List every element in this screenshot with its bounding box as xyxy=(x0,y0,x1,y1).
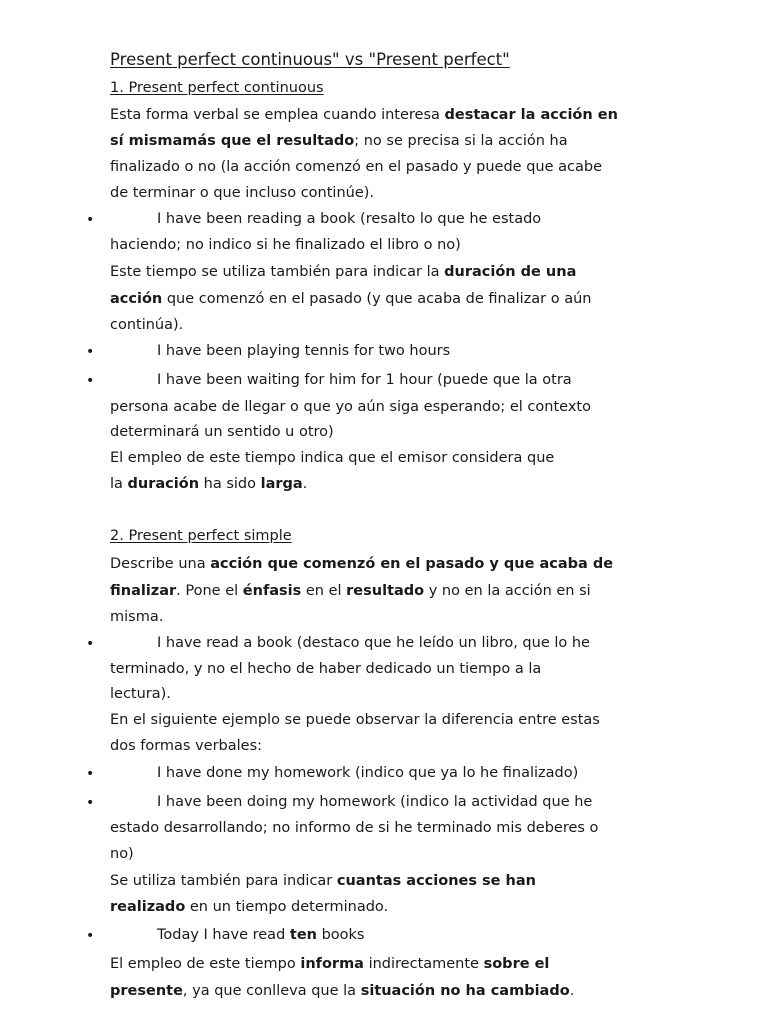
bullet-marker: • xyxy=(86,373,95,389)
s1-p2-line-3: continúa). xyxy=(110,317,184,333)
bullet-marker: • xyxy=(86,636,95,652)
s1-p3-line-2: la duración ha sido larga. xyxy=(110,476,308,492)
s2-b3-line-3: no) xyxy=(110,846,134,862)
bullet-marker: • xyxy=(86,344,95,360)
s1-p1-line-3: finalizado o no (la acción comenzó en el pasado y puede que acabe xyxy=(110,159,603,175)
s2-b3-line-1: I have been doing my homework (indico la actividad que he xyxy=(157,794,593,810)
section-1-heading: 1. Present perfect continuous xyxy=(110,80,324,96)
bullet-marker: • xyxy=(86,795,95,811)
s2-b1-line-2: terminado, y no el hecho de haber dedicado un tiempo a la xyxy=(110,661,542,677)
s1-b3-line-3: determinará un sentido u otro) xyxy=(110,424,334,440)
s2-p2-line-1: En el siguiente ejemplo se puede observar la diferencia entre estas xyxy=(110,712,600,728)
bullet-marker: • xyxy=(86,766,95,782)
s2-p2-line-2: dos formas verbales: xyxy=(110,738,263,754)
s2-p1-line-1: Describe una acción que comenzó en el pasado y que acaba de xyxy=(110,556,614,572)
s2-p1-line-3: misma. xyxy=(110,609,164,625)
s1-p2-line-1: Este tiempo se utiliza también para indicar la duración de una xyxy=(110,264,577,280)
s2-b3-line-2: estado desarrollando; no informo de si he terminado mis deberes o xyxy=(110,820,599,836)
bullet-marker: • xyxy=(86,928,95,944)
s2-b1-line-1: I have read a book (destaco que he leído un libro, que lo he xyxy=(157,635,590,651)
s2-p1-line-2: finalizar. Pone el énfasis en el resultado y no en la acción en si xyxy=(110,583,591,599)
s1-b2-line: I have been playing tennis for two hours xyxy=(157,343,451,359)
s1-b3-line-1: I have been waiting for him for 1 hour (puede que la otra xyxy=(157,372,572,388)
s1-p1-line-2: sí mismamás que el resultado; no se precisa si la acción ha xyxy=(110,133,568,149)
s2-p3-line-2: realizado en un tiempo determinado. xyxy=(110,899,389,915)
s2-p4-line-1: El empleo de este tiempo informa indirectamente sobre el xyxy=(110,956,550,972)
s1-b3-line-2: persona acabe de llegar o que yo aún siga esperando; el contexto xyxy=(110,399,591,415)
s2-p4-line-2: presente, ya que conlleva que la situación no ha cambiado. xyxy=(110,983,575,999)
s2-b4-line: Today I have read ten books xyxy=(157,927,365,943)
s2-b2-line: I have done my homework (indico que ya lo he finalizado) xyxy=(157,765,579,781)
section-2-heading: 2. Present perfect simple xyxy=(110,528,292,544)
s1-p1-line-4: de terminar o que incluso continúe). xyxy=(110,185,375,201)
s1-b1-line-1: I have been reading a book (resalto lo que he estado xyxy=(157,211,542,227)
s1-b1-line-2: haciendo; no indico si he finalizado el libro o no) xyxy=(110,237,461,253)
s1-p2-line-2: acción que comenzó en el pasado (y que acaba de finalizar o aún xyxy=(110,291,592,307)
s2-p3-line-1: Se utiliza también para indicar cuantas acciones se han xyxy=(110,873,536,889)
document-title: Present perfect continuous" vs "Present perfect" xyxy=(110,50,510,69)
s2-b1-line-3: lectura). xyxy=(110,686,171,702)
s1-p3-line-1: El empleo de este tiempo indica que el emisor considera que xyxy=(110,450,555,466)
bullet-marker: • xyxy=(86,212,95,228)
s1-p1-line-1: Esta forma verbal se emplea cuando interesa destacar la acción en xyxy=(110,107,618,123)
